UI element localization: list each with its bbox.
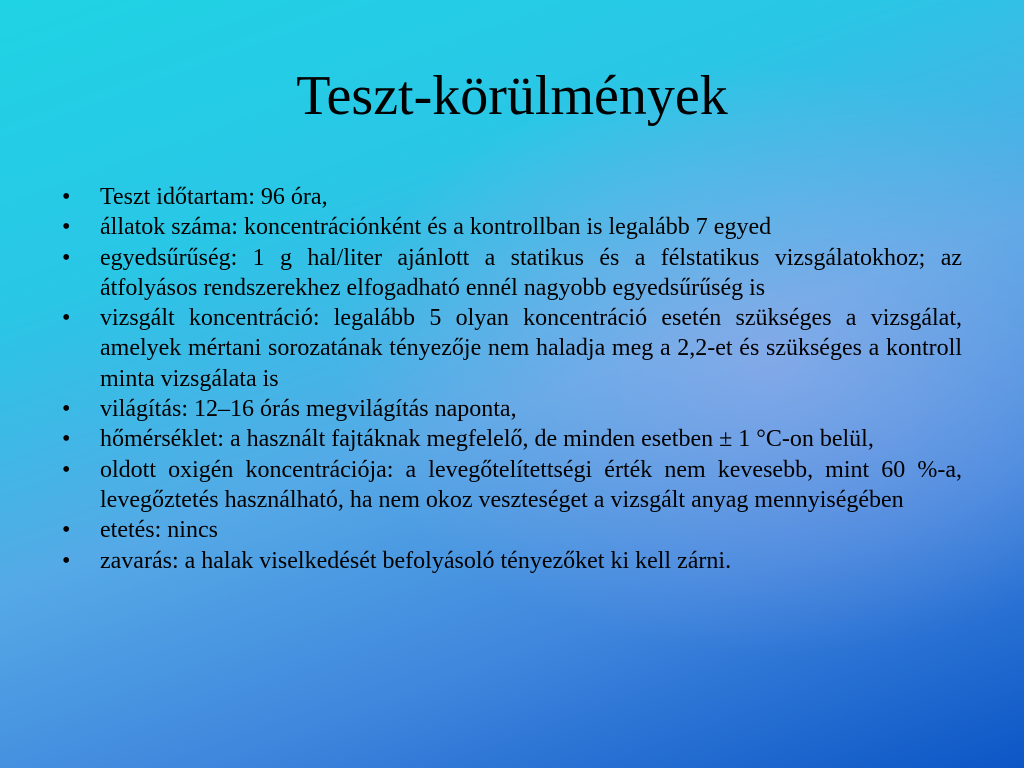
bullet-item-disturbance xyxy=(62,546,962,576)
bullet-icon: • xyxy=(62,456,71,483)
bullet-text: Teszt időtartam: 96 óra, xyxy=(100,184,328,210)
bullet-text: zavarás: a halak viselkedését befolyásoló tényezőket ki kell zárni. xyxy=(100,547,732,574)
bullet-list xyxy=(62,182,962,576)
bullet-item-duration xyxy=(62,182,962,212)
bullet-icon: • xyxy=(62,305,71,332)
bullet-item-oxygen xyxy=(62,455,962,516)
bullet-icon: • xyxy=(62,426,71,453)
bullet-icon: • xyxy=(62,396,71,423)
slide-title: Teszt-körülmények xyxy=(296,65,728,127)
bullet-item-lighting xyxy=(62,394,962,424)
bullet-item-temperature xyxy=(62,424,962,454)
bullet-icon: • xyxy=(62,184,71,210)
bullet-text: világítás: 12–16 órás megvilágítás naponta, xyxy=(100,396,517,423)
bullet-text: egyedsűrűség: 1 g hal/liter ajánlott a statikus és a félstatikus vizsgálatokhoz; az átfolyásos rendszerekhez elfogadható ennél nagyobb egyedsűrűség is xyxy=(100,244,962,301)
bullet-item-animal-count xyxy=(62,212,962,242)
bullet-item-concentration xyxy=(62,303,962,394)
bullet-text: vizsgált koncentráció: legalább 5 olyan koncentráció esetén szükséges a vizsgálat, amelyek mértani sorozatának tényezője nem haladja meg a 2,2-et és szükséges a kontroll minta vizsgálata is xyxy=(100,305,962,392)
bullet-item-feeding xyxy=(62,515,962,545)
bullet-item-density xyxy=(62,243,962,304)
bullet-icon: • xyxy=(62,214,71,241)
bullet-text: hőmérséklet: a használt fajtáknak megfelelő, de minden esetben ± 1 °C-on belül, xyxy=(100,426,874,453)
bullet-text: oldott oxigén koncentrációja: a levegőtelítettségi érték nem kevesebb, mint 60 %-a, levegőztetés használható, ha nem okoz veszteséget a vizsgált anyag mennyiségében xyxy=(100,456,962,513)
bullet-icon: • xyxy=(62,244,71,271)
bullet-icon: • xyxy=(62,547,71,574)
bullet-text: etetés: nincs xyxy=(100,517,218,544)
bullet-text: állatok száma: koncentrációnként és a kontrollban is legalább 7 egyed xyxy=(100,214,772,241)
bullet-icon: • xyxy=(62,517,71,544)
